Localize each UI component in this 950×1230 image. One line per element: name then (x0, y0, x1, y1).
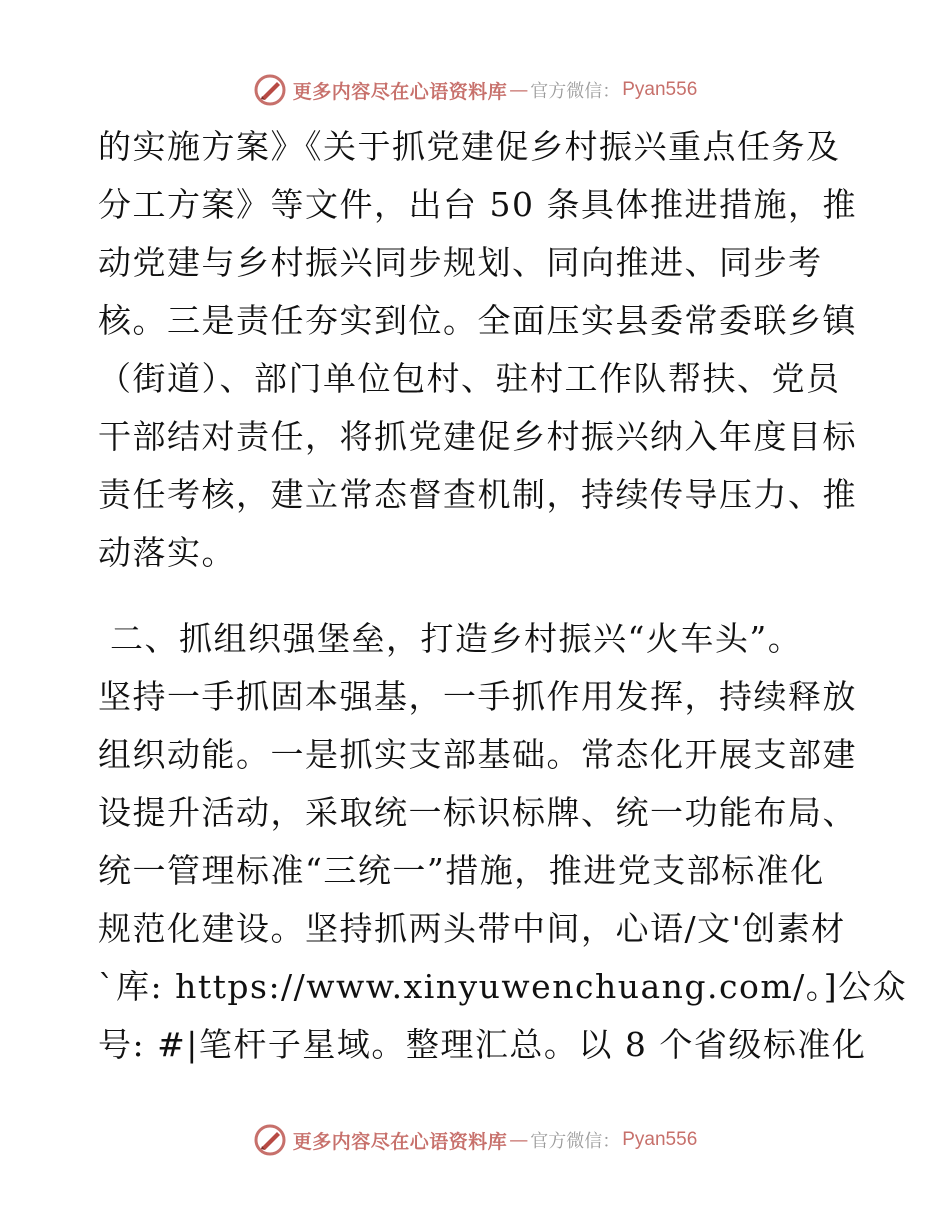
text-line: 设提升活动，采取统一标识标牌、统一功能布局、 (98, 793, 857, 832)
text-line: 干部结对责任，将抓党建促乡村振兴纳入年度目标 (98, 417, 857, 456)
header-wechat-id: Pyan556 (622, 79, 698, 100)
text-line: 号: #|笔杆子星域。整理汇总。以 8 个省级标准化 (98, 1025, 867, 1064)
text-line: 责任考核，建立常态督查机制，持续传导压力、推 (98, 475, 857, 514)
text-line: 分工方案》等文件，出台 50 条具体推进措施，推 (98, 185, 857, 224)
paragraph-2 (98, 668, 908, 1074)
text-line: （街道）、部门单位包村、驻村工作队帮扶、党员 (98, 359, 841, 398)
paragraph-1 (98, 118, 858, 582)
text-line: 动落实。 (98, 533, 236, 572)
header-dash: — (509, 79, 529, 101)
footer-wechat-label: 官方微信： (530, 1131, 621, 1152)
header-brand-text: 更多内容尽在心语资料库 (292, 80, 508, 103)
footer-brand-text: 更多内容尽在心语资料库 (292, 1130, 508, 1153)
text-line: 组织动能。一是抓实支部基础。常态化开展支部建 (98, 735, 857, 774)
text-line: 坚持一手抓固本强基，一手抓作用发挥，持续释放 (98, 677, 857, 716)
text-line: 统一管理标准“三统一”措施，推进党支部标准化 (98, 851, 825, 890)
text-line: `库: https://www.xinyuwenchuang.com/。]公众 (98, 967, 908, 1006)
text-line: 的实施方案》《关于抓党建促乡村振兴重点任务及 (98, 127, 841, 166)
footer-dash: — (509, 1129, 529, 1151)
text-line: 核。三是责任夯实到位。全面压实县委常委联乡镇 (98, 301, 857, 340)
footer-watermark (0, 1120, 950, 1160)
header-watermark (0, 70, 950, 110)
brand-logo-icon (253, 73, 287, 107)
footer-wechat-id: Pyan556 (622, 1129, 698, 1150)
text-line: 动党建与乡村振兴同步规划、同向推进、同步考 (98, 243, 823, 282)
header-wechat-label: 官方微信： (530, 81, 621, 102)
brand-logo-icon (253, 1123, 287, 1157)
section-heading: 二、抓组织强堡垒，打造乡村振兴“火车头”。 (98, 619, 803, 658)
text-line: 规范化建设。坚持抓两头带中间，心语/文'创素材 (98, 909, 846, 948)
document-body (98, 118, 908, 1074)
